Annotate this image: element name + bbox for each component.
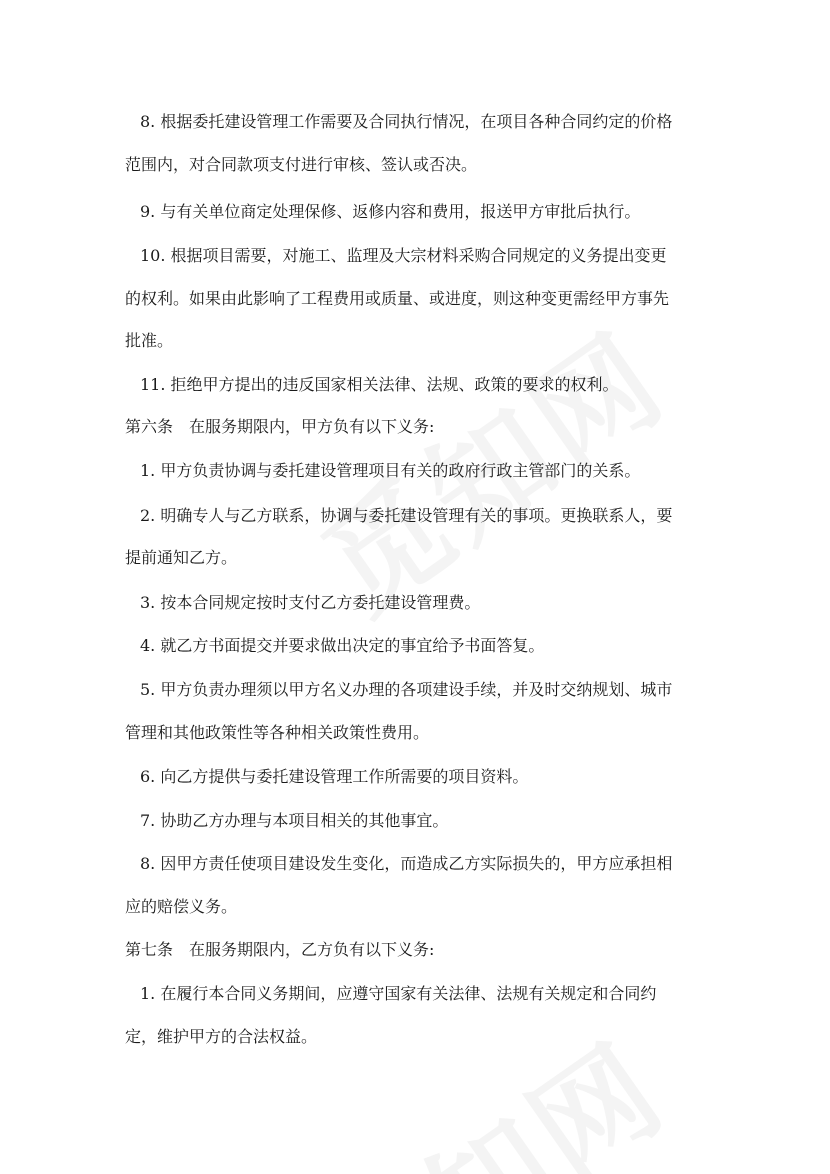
clause-line: 5. 甲方负责办理须以甲方名义办理的各项建设手续，并及时交纳规划、城市: [140, 680, 673, 699]
clause-line: 10. 根据项目需要，对施工、监理及大宗材料采购合同规定的义务提出变更: [140, 246, 667, 265]
clause-line: 9. 与有关单位商定处理保修、返修内容和费用，报送甲方审批后执行。: [140, 202, 641, 221]
clause-line: 11. 拒绝甲方提出的违反国家相关法律、法规、政策的要求的权利。: [140, 375, 619, 394]
clause-line: 的权利。如果由此影响了工程费用或质量、或进度，则这种变更需经甲方事先: [125, 289, 670, 308]
clause-line: 提前通知乙方。: [125, 548, 238, 567]
clause-line: 6. 向乙方提供与委托建设管理工作所需要的项目资料。: [140, 767, 529, 786]
clause-line: 应的赔偿义务。: [125, 897, 238, 916]
clause-line: 7. 协助乙方办理与本项目相关的其他事宜。: [140, 811, 449, 830]
watermark: [285, 997, 693, 1174]
clause-line: 1. 在履行本合同义务期间，应遵守国家有关法律、法规有关规定和合同约: [140, 984, 657, 1003]
clause-line: 2. 明确专人与乙方联系，协调与委托建设管理有关的事项。更换联系人，要: [140, 506, 673, 525]
clause-line: 1. 甲方负责协调与委托建设管理项目有关的政府行政主管部门的关系。: [140, 461, 641, 480]
section-heading: 第七条 在服务期限内，乙方负有以下义务:: [125, 940, 435, 959]
clause-line: 8. 因甲方责任使项目建设发生变化，而造成乙方实际损失的，甲方应承担相: [140, 854, 673, 873]
clause-line: 范围内，对合同款项支付进行审核、签认或否决。: [125, 155, 478, 174]
clause-line: 定，维护甲方的合法权益。: [125, 1027, 318, 1046]
clause-line: 3. 按本合同规定按时支付乙方委托建设管理费。: [140, 593, 481, 612]
clause-line: 管理和其他政策性等各种相关政策性费用。: [125, 723, 430, 742]
clause-line: 4. 就乙方书面提交并要求做出决定的事宜给予书面答复。: [140, 636, 545, 655]
section-heading: 第六条 在服务期限内，甲方负有以下义务:: [125, 417, 435, 436]
clause-line: 8. 根据委托建设管理工作需要及合同执行情况，在项目各种合同约定的价格: [140, 112, 673, 131]
clause-line: 批准。: [125, 331, 174, 350]
